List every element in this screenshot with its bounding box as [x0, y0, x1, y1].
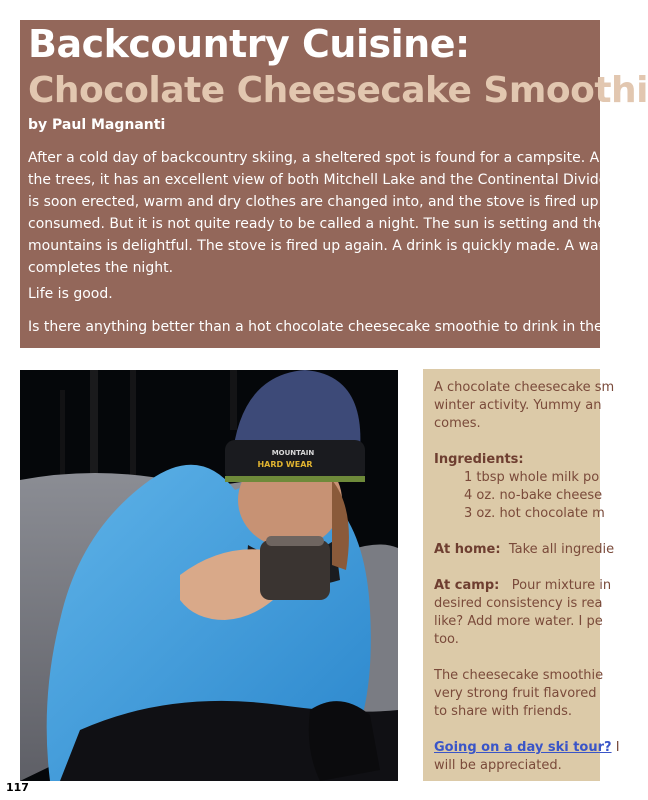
at-camp-label: At camp:	[434, 578, 500, 593]
article-byline: by Paul Magnanti	[28, 117, 166, 133]
sidebar-intro-line: winter activity. Yummy an	[434, 398, 602, 413]
day-ski-tour-tail: I	[611, 740, 620, 755]
at-camp-line: too.	[434, 632, 459, 647]
cap-brand-top: MOUNTAIN	[271, 449, 315, 457]
article-subtitle: Chocolate Cheesecake Smoothi	[28, 70, 648, 111]
recipe-sidebar	[423, 369, 620, 781]
page-number: 117	[6, 781, 29, 794]
ingredient-item: 1 tbsp whole milk po	[464, 470, 600, 485]
intro-line: the trees, it has an excellent view of both Mitchell Lake and the Continental Divide a	[28, 172, 621, 188]
final-line: will be appreciated.	[434, 758, 562, 773]
cap-brand-bottom: HARD WEAR	[257, 460, 313, 469]
ingredient-item: 3 oz. hot chocolate m	[464, 506, 605, 521]
ingredients-label: Ingredients:	[434, 452, 524, 467]
question-paragraph: Is there anything better than a hot chocolate cheesecake smoothie to drink in the co	[28, 319, 624, 335]
day-ski-tour-line	[434, 739, 620, 757]
sidebar-intro-line: A chocolate cheesecake sm	[434, 380, 615, 395]
closing-line: The cheesecake smoothie	[434, 668, 604, 683]
at-home-step	[434, 541, 614, 559]
at-camp-step	[434, 577, 611, 595]
intro-line: consumed. But it is not quite ready to be called a night. The sun is setting and the a	[28, 216, 619, 232]
at-camp-text: Pour mixture in	[511, 578, 612, 593]
intro-line: mountains is delightful. The stove is fired up again. A drink is quickly made. A warm	[28, 238, 618, 254]
ingredients-heading	[434, 451, 524, 469]
at-home-text: Take all ingredie	[508, 542, 615, 557]
intro-paragraph	[28, 147, 625, 279]
at-camp-line: like? Add more water. I pe	[434, 614, 603, 629]
life-is-good-paragraph: Life is good.	[28, 286, 113, 302]
intro-line: After a cold day of backcountry skiing, a sheltered spot is found for a campsite. A sm	[28, 150, 625, 166]
closing-line: very strong fruit flavored	[434, 686, 597, 701]
at-home-label: At home:	[434, 542, 501, 557]
closing-line: to share with friends.	[434, 704, 572, 719]
intro-line: completes the night.	[28, 260, 174, 276]
ingredient-item: 4 oz. no-bake cheese	[464, 488, 603, 503]
day-ski-tour-link[interactable]: Going on a day ski tour?	[434, 740, 612, 755]
camper-drinking-photo	[20, 370, 398, 781]
intro-line: is soon erected, warm and dry clothes are changed into, and the stove is fired up. D	[28, 194, 619, 210]
article-title: Backcountry Cuisine:	[28, 22, 470, 66]
sidebar-intro-line: comes.	[434, 416, 481, 431]
article-header-panel	[20, 20, 648, 348]
at-camp-line: desired consistency is rea	[434, 596, 603, 611]
